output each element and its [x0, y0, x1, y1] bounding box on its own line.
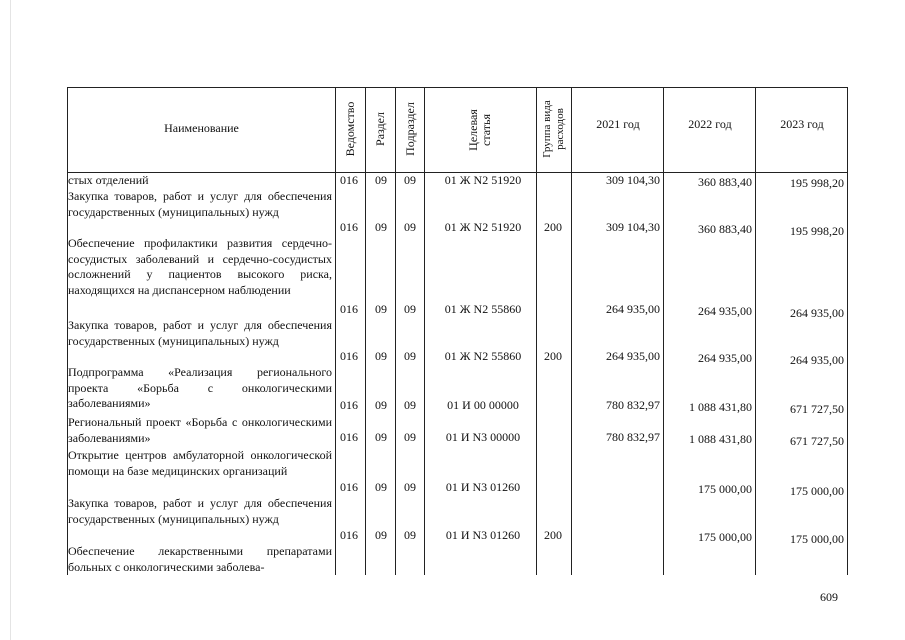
row-vedomstvo: 016: [340, 480, 358, 494]
row-gruppa: 200: [544, 528, 562, 542]
row-2023: 671 727,50: [790, 434, 844, 448]
row-name: стых отделений: [68, 173, 149, 187]
row-2021: 309 104,30: [606, 173, 660, 187]
row-vedomstvo: 016: [340, 220, 358, 234]
table-top-border: [67, 87, 848, 88]
row-2023: 671 727,50: [790, 402, 844, 416]
row-razdel: 09: [375, 398, 387, 412]
row-podrazdel: 09: [404, 349, 416, 363]
row-celevaya: 01 Ж N2 55860: [444, 349, 522, 363]
header-celevaya-line2: статья: [479, 114, 493, 146]
header-2023: 2023 год: [780, 117, 824, 131]
header-gruppa-line1: Группа вида: [541, 100, 553, 158]
row-2021: 780 832,97: [606, 398, 660, 412]
col-border-6: [571, 87, 572, 575]
row-2023: 175 000,00: [790, 532, 844, 546]
col-border-4: [424, 87, 425, 575]
row-razdel: 09: [375, 430, 387, 444]
row-2022: 175 000,00: [698, 482, 752, 496]
row-razdel: 09: [375, 302, 387, 316]
row-2022: 1 088 431,80: [689, 432, 752, 446]
row-razdel: 09: [375, 480, 387, 494]
col-border-3: [395, 87, 396, 575]
row-2021: 264 935,00: [606, 302, 660, 316]
row-celevaya: 01 Ж N2 51920: [444, 220, 522, 234]
col-border-9: [847, 87, 848, 575]
header-name: Наименование: [164, 121, 239, 135]
row-name: Обеспечение профилактики развития сердечно-сосудистых заболеваний и сердечно-сосудистых осложнений у пациентов высокого риска, находящихся на диспансерном наблюдении: [68, 236, 332, 297]
col-border-8: [755, 87, 756, 575]
row-2021: 780 832,97: [606, 430, 660, 444]
row-2022: 264 935,00: [698, 304, 752, 318]
header-razdel: Раздел: [373, 112, 387, 146]
row-2022: 360 883,40: [698, 222, 752, 236]
header-celevaya-line1: Целевая: [466, 109, 480, 151]
row-name: Обеспечение лекарственными препаратами больных с онкологическими заболева-: [68, 544, 332, 574]
row-name: Подпрограмма «Реализация регионального проекта «Борьба с онкологическими заболеваниями»: [68, 365, 332, 410]
row-vedomstvo: 016: [340, 302, 358, 316]
row-podrazdel: 09: [404, 220, 416, 234]
row-vedomstvo: 016: [340, 173, 358, 187]
row-celevaya: 01 И N3 01260: [445, 480, 521, 494]
row-2023: 264 935,00: [790, 353, 844, 367]
row-razdel: 09: [375, 173, 387, 187]
row-vedomstvo: 016: [340, 430, 358, 444]
row-podrazdel: 09: [404, 173, 416, 187]
header-podrazdel: Подраздел: [403, 102, 417, 156]
row-vedomstvo: 016: [340, 349, 358, 363]
row-celevaya: 01 Ж N2 51920: [444, 173, 522, 187]
col-border-2: [365, 87, 366, 575]
header-2022: 2022 год: [688, 117, 732, 131]
col-border-7: [663, 87, 664, 575]
row-name: Региональный проект «Борьба с онкологическими заболеваниями»: [68, 415, 332, 445]
page-number: 609: [820, 590, 838, 604]
row-podrazdel: 09: [404, 398, 416, 412]
row-celevaya: 01 И N3 00000: [445, 430, 521, 444]
row-podrazdel: 09: [404, 528, 416, 542]
row-podrazdel: 09: [404, 430, 416, 444]
row-razdel: 09: [375, 220, 387, 234]
header-vedomstvo: Ведомство: [343, 101, 357, 157]
row-gruppa: 200: [544, 220, 562, 234]
row-2022: 264 935,00: [698, 351, 752, 365]
row-gruppa: 200: [544, 349, 562, 363]
row-razdel: 09: [375, 528, 387, 542]
header-2021: 2021 год: [596, 117, 640, 131]
row-2023: 195 998,20: [790, 176, 844, 190]
row-vedomstvo: 016: [340, 528, 358, 542]
col-border-1: [335, 87, 336, 575]
row-vedomstvo: 016: [340, 398, 358, 412]
row-2021: 309 104,30: [606, 220, 660, 234]
row-celevaya: 01 И N3 01260: [445, 528, 521, 542]
row-name: Закупка товаров, работ и услуг для обеспечения государственных (муниципальных) нужд: [68, 496, 332, 526]
row-podrazdel: 09: [404, 302, 416, 316]
row-celevaya: 01 И 00 00000: [447, 398, 519, 412]
row-2023: 264 935,00: [790, 306, 844, 320]
row-2021: 264 935,00: [606, 349, 660, 363]
header-celevaya: [467, 90, 493, 170]
row-2022: 1 088 431,80: [689, 400, 752, 414]
row-2023: 195 998,20: [790, 224, 844, 238]
header-gruppa: [541, 89, 567, 169]
col-border-5: [536, 87, 537, 575]
row-2022: 360 883,40: [698, 175, 752, 189]
row-2023: 175 000,00: [790, 484, 844, 498]
row-name: Закупка товаров, работ и услуг для обеспечения государственных (муниципальных) нужд: [68, 318, 332, 348]
row-name: Открытие центров амбулаторной онкологической помощи на базе медицинских организаций: [68, 448, 332, 478]
row-celevaya: 01 Ж N2 55860: [444, 302, 522, 316]
row-podrazdel: 09: [404, 480, 416, 494]
row-razdel: 09: [375, 349, 387, 363]
row-2022: 175 000,00: [698, 530, 752, 544]
row-name: Закупка товаров, работ и услуг для обеспечения государственных (муниципальных) нужд: [68, 189, 332, 219]
header-gruppa-line2: расходов: [554, 108, 566, 150]
